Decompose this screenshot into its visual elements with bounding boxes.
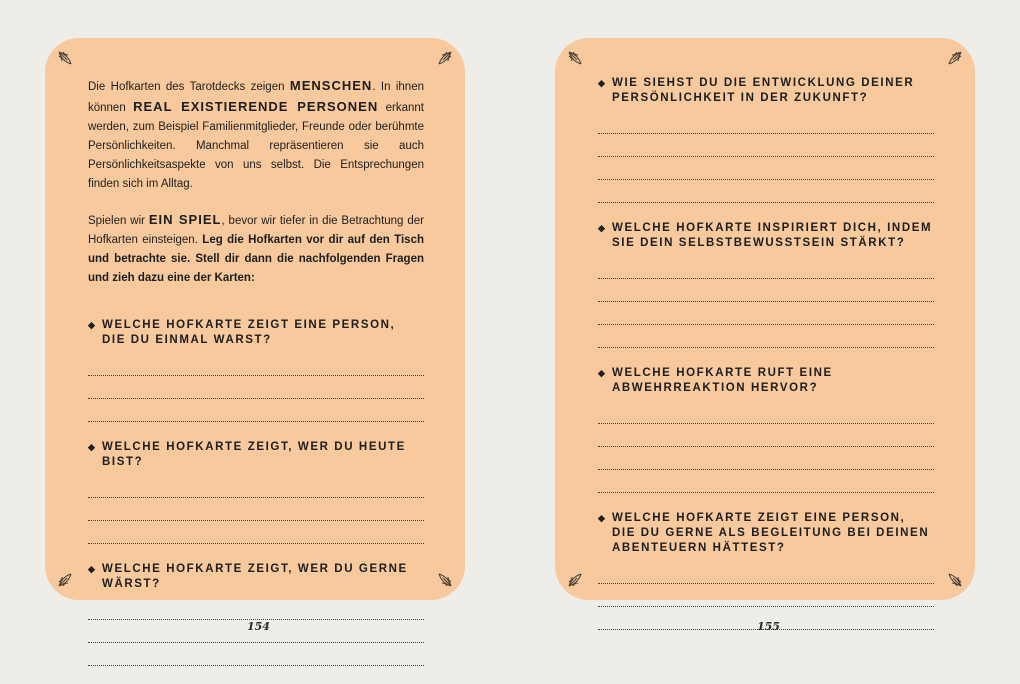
diamond-bullet-icon: ◆ xyxy=(598,513,607,523)
corner-ornament-icon xyxy=(429,564,453,588)
diamond-bullet-icon: ◆ xyxy=(88,320,97,330)
corner-ornament-icon xyxy=(939,50,963,74)
question: ◆ WELCHE HOFKARTE ZEIGT, WER DU HEUTE BIST? xyxy=(88,441,406,468)
question: ◆ WELCHE HOFKARTE ZEIGT EINE PERSON, DIE DU GERNE ALS BEGLEITUNG BEI DEINEN ABENTEUERN HÄTTEST? xyxy=(598,512,930,554)
corner-ornament-icon xyxy=(429,50,453,74)
diamond-bullet-icon: ◆ xyxy=(598,368,607,378)
answer-line[interactable] xyxy=(88,475,424,498)
answer-line[interactable] xyxy=(598,302,934,325)
question-block xyxy=(598,221,934,348)
answer-line[interactable] xyxy=(598,584,934,607)
answer-line[interactable] xyxy=(598,561,934,584)
game-paragraph: Spielen wir EIN SPIEL, bevor wir tiefer in die Betrachtung der Hofkarten einsteigen. Leg die Hofkarten vor dir auf den Tisch und betrachte sie. Stell dir dann die nachfolgenden Fragen und zieh dazu eine der Karten: xyxy=(88,212,424,284)
right-page-card xyxy=(555,38,975,600)
answer-line[interactable] xyxy=(598,401,934,424)
answer-line[interactable] xyxy=(598,134,934,157)
answer-line[interactable] xyxy=(598,325,934,348)
question: ◆ WELCHE HOFKARTE INSPIRIERT DICH, INDEM SIE DEIN SELBSTBEWUSSTSEIN STÄRKT? xyxy=(598,222,933,249)
corner-ornament-icon xyxy=(567,50,591,74)
question: ◆ WIE SIEHST DU DIE ENTWICKLUNG DEINER PERSÖNLICHKEIT IN DER ZUKUNFT? xyxy=(598,77,915,104)
question-block xyxy=(88,440,424,544)
answer-line[interactable] xyxy=(598,470,934,493)
corner-ornament-icon xyxy=(57,50,81,74)
page-number: 155 xyxy=(757,620,780,633)
answer-line[interactable] xyxy=(88,376,424,399)
question-block xyxy=(88,562,424,666)
question: ◆ WELCHE HOFKARTE ZEIGT, WER DU GERNE WÄRST? xyxy=(88,563,408,590)
answer-line[interactable] xyxy=(598,256,934,279)
left-page-card xyxy=(45,38,465,600)
diamond-bullet-icon: ◆ xyxy=(598,78,607,88)
answer-line[interactable] xyxy=(598,111,934,134)
question-block xyxy=(88,318,424,422)
answer-line[interactable] xyxy=(88,521,424,544)
answer-line[interactable] xyxy=(88,597,424,620)
answer-line[interactable] xyxy=(598,279,934,302)
diamond-bullet-icon: ◆ xyxy=(88,442,97,452)
corner-ornament-icon xyxy=(57,564,81,588)
answer-line[interactable] xyxy=(88,643,424,666)
question: ◆ WELCHE HOFKARTE ZEIGT EINE PERSON, DIE DU EINMAL WARST? xyxy=(88,319,396,346)
diamond-bullet-icon: ◆ xyxy=(88,564,97,574)
page-number: 154 xyxy=(247,620,270,633)
intro-paragraph: Die Hofkarten des Tarotdecks zeigen MENSCHEN. In ihnen können REAL EXISTIERENDE PERSONEN erkannt werden, zum Beispiel Familienmitglieder, Freunde oder berühmte Persönlichkeiten. Manchmal repräsentieren sie auch Persönlichkeitsaspekte von uns selbst. Die Entsprechungen finden sich im Alltag. xyxy=(88,78,424,190)
corner-ornament-icon xyxy=(939,564,963,588)
answer-line[interactable] xyxy=(598,157,934,180)
answer-line[interactable] xyxy=(598,180,934,203)
question-block xyxy=(598,76,934,203)
question: ◆ WELCHE HOFKARTE RUFT EINE ABWEHRREAKTION HERVOR? xyxy=(598,367,833,394)
answer-line[interactable] xyxy=(88,498,424,521)
answer-line[interactable] xyxy=(598,424,934,447)
corner-ornament-icon xyxy=(567,564,591,588)
answer-line[interactable] xyxy=(598,447,934,470)
question-block xyxy=(598,366,934,493)
question-block xyxy=(598,511,934,630)
answer-line[interactable] xyxy=(88,353,424,376)
diamond-bullet-icon: ◆ xyxy=(598,223,607,233)
answer-line[interactable] xyxy=(88,399,424,422)
